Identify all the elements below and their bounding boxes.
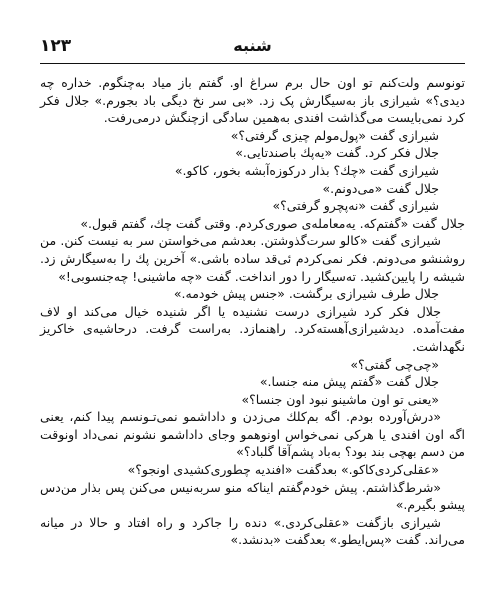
paragraph: شیرازی گفت «نه‌پچرو گرفتی؟» bbox=[272, 198, 439, 214]
paragraph: «عقلی‌کردی‌کاکو.» بعدگفت «افندیه چطوری‌کشیدی اونجو؟» bbox=[127, 462, 439, 478]
header-rule bbox=[40, 63, 465, 64]
paragraph: شیرازی گفت «پول‌مولم چیزی گرفتی؟» bbox=[230, 127, 439, 143]
paragraph: جلال فکر کرد. گفت «یه‌پك باصندتایی.» bbox=[235, 145, 439, 161]
paragraph: جلال گفت «گفتم پیش منه جنسا.» bbox=[259, 374, 439, 390]
paragraph: «شرط‌گذاشتم. پیش خودم‌گفتم اینا‌که منو سربه‌نیس می‌کنن پس بذار من‌دس پیشو بگیرم.» bbox=[40, 479, 465, 513]
paragraph: تونوسم ولت‌کنم تو اون حال برم سراغ او. گفتم باز میاد به‌چنگوم. خداره چه دیدی؟» شیرازی باز به‌سیگارش پک زد. «بی سر نخ دیگی باد بجورم.» جلال فکر کرد نمی‌بایست می‌گذاشت افندی به‌همین سادگی ازچنگش در‌می‌رفت. bbox=[40, 75, 465, 126]
paragraph: «درش‌آورده بودم. اگه بم‌کلك می‌زدن و داداشمو نمی‌تـونسم پیدا کنم، یعنی اگه اون افندی یا هرکی نمی‌خواس اونوهمو وجای داداشمو نشونم نمی‌داد اونوقت من دسم بهچی بند بود؟ به‌باد پشم‌آقا گلباد؟» bbox=[40, 409, 465, 460]
paragraph: جلال طرف شیرازی برگشت. «جنس پیش خودمه.» bbox=[173, 286, 439, 302]
paragraph: شیرازی گفت «چك؟ بذار درکوزه‌آبشه بخور، کاکو.» bbox=[174, 162, 439, 178]
paragraph: شیرازی باز‌گفت «عقلی‌کردی.» دنده را جاکرد و راه افتاد و حالا در میانه می‌راند. گفت «پس‌ایطو.» بعدگفت «بدنشد.» bbox=[40, 514, 465, 548]
paragraph: «یعنی تو اون ماشینو نبود اون جنسا؟» bbox=[241, 391, 439, 407]
paragraph: جلال گفت «می‌دونم.» bbox=[322, 180, 439, 196]
paragraph: «چی‌چی گفتی؟» bbox=[350, 356, 439, 372]
body-text bbox=[40, 74, 465, 594]
paragraph: شیرازی گفت «کالو سرت‌گذوشتن. بعدشم می‌خواستن سر به نیست کنن. من روشنشو می‌دونم. فکر نمی‌کردم ئی‌قد ساده باشی.» آخرین پك را به‌سیگارش زد. شیشه را پایین‌کشید. ته‌سیگار را دور انداخت. گفت «چه ماشینی! چه‌جنسوبی!» bbox=[40, 233, 465, 284]
paragraph: جلال فکر کرد شیرازی درست نشنیده یا اگر شنیده خیال می‌کند او لاف مفت‌آمده. دیدشیرازی‌آهسته‌کرد. راهنما‌زد. به‌راست گرفت. درحاشیه‌ی خاکریز نگهداشت. bbox=[40, 303, 465, 354]
running-title: شنبه bbox=[233, 36, 272, 55]
page-header bbox=[40, 34, 465, 58]
page-number: ۱۲۳ bbox=[40, 36, 72, 56]
paragraph: جلال گفت «گفتم‌که. یه‌معامله‌ی صوری‌کردم. وقتی گفت چك، گفتم قبول.» bbox=[80, 215, 465, 231]
